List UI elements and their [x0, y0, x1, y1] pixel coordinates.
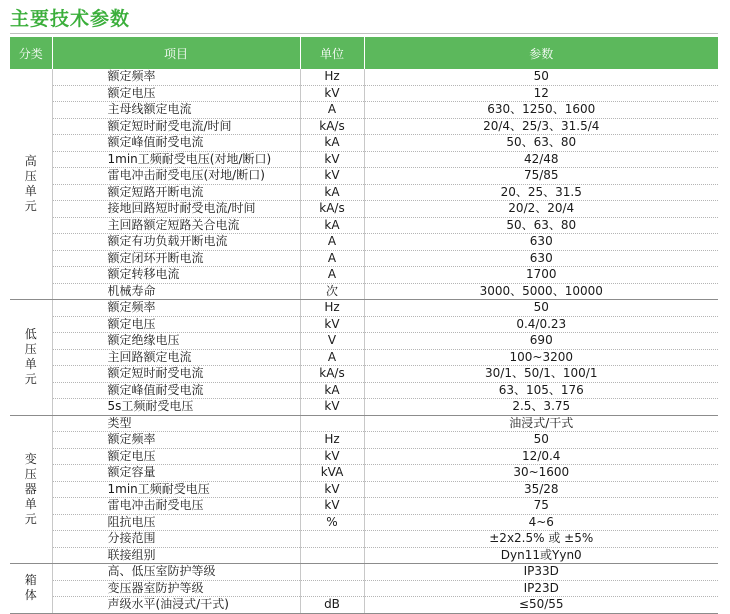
table-row — [10, 69, 718, 85]
unit-cell — [300, 415, 364, 432]
value-cell: 75/85 — [364, 168, 718, 185]
table-row — [10, 415, 718, 432]
item-cell: 额定短时耐受电流 — [52, 366, 300, 383]
unit-cell: V — [300, 333, 364, 350]
value-cell: 630、1250、1600 — [364, 102, 718, 119]
item-cell: 接地回路短时耐受电流/时间 — [52, 201, 300, 218]
item-cell: 额定有功负载开断电流 — [52, 234, 300, 251]
item-cell: 额定频率 — [52, 432, 300, 449]
value-cell: 50、63、80 — [364, 135, 718, 152]
item-cell: 联接组别 — [52, 547, 300, 564]
value-cell: ±2x2.5% 或 ±5% — [364, 531, 718, 548]
value-cell: 12/0.4 — [364, 448, 718, 465]
item-cell: 主母线额定电流 — [52, 102, 300, 119]
value-cell: 4~6 — [364, 514, 718, 531]
table-row — [10, 151, 718, 168]
value-cell: IP23D — [364, 580, 718, 597]
value-cell: 3000、5000、10000 — [364, 283, 718, 300]
item-cell: 额定电压 — [52, 85, 300, 102]
table-row — [10, 333, 718, 350]
unit-cell: A — [300, 349, 364, 366]
value-cell: 1700 — [364, 267, 718, 284]
item-cell: 额定容量 — [52, 465, 300, 482]
unit-cell: kV — [300, 481, 364, 498]
unit-cell — [300, 531, 364, 548]
item-cell: 额定闭环开断电流 — [52, 250, 300, 267]
value-cell: 100~3200 — [364, 349, 718, 366]
value-cell: 690 — [364, 333, 718, 350]
unit-cell: kA/s — [300, 201, 364, 218]
item-cell: 1min工频耐受电压(对地/断口) — [52, 151, 300, 168]
table-row — [10, 432, 718, 449]
parameters-table — [10, 37, 718, 614]
item-cell: 额定频率 — [52, 69, 300, 85]
value-cell: 50、63、80 — [364, 217, 718, 234]
item-cell: 分接范围 — [52, 531, 300, 548]
unit-cell: A — [300, 250, 364, 267]
table-row — [10, 547, 718, 564]
value-cell: 0.4/0.23 — [364, 316, 718, 333]
table-row — [10, 580, 718, 597]
header-item: 项目 — [52, 37, 300, 69]
table-row — [10, 366, 718, 383]
unit-cell: A — [300, 234, 364, 251]
value-cell: 12 — [364, 85, 718, 102]
unit-cell — [300, 564, 364, 581]
unit-cell: dB — [300, 597, 364, 614]
unit-cell: kA — [300, 382, 364, 399]
item-cell: 阻抗电压 — [52, 514, 300, 531]
page-title: 主要技术参数 — [10, 8, 131, 30]
category-cell — [10, 300, 52, 416]
unit-cell: kV — [300, 316, 364, 333]
unit-cell: kA — [300, 217, 364, 234]
unit-cell — [300, 547, 364, 564]
unit-cell: kA/s — [300, 118, 364, 135]
table-row — [10, 85, 718, 102]
item-cell: 额定绝缘电压 — [52, 333, 300, 350]
value-cell: 75 — [364, 498, 718, 515]
category-label: 高压单元 — [24, 154, 37, 213]
value-cell: IP33D — [364, 564, 718, 581]
table-row — [10, 465, 718, 482]
item-cell: 雷电冲击耐受电压(对地/断口) — [52, 168, 300, 185]
category-cell — [10, 564, 52, 614]
table-row — [10, 564, 718, 581]
table-row — [10, 201, 718, 218]
value-cell: 30/1、50/1、100/1 — [364, 366, 718, 383]
item-cell: 1min工频耐受电压 — [52, 481, 300, 498]
table-row — [10, 234, 718, 251]
table-row — [10, 102, 718, 119]
header-category: 分类 — [10, 37, 52, 69]
table-row — [10, 135, 718, 152]
value-cell: 30~1600 — [364, 465, 718, 482]
item-cell: 额定转移电流 — [52, 267, 300, 284]
table-row — [10, 481, 718, 498]
table-row — [10, 382, 718, 399]
table-row — [10, 118, 718, 135]
unit-cell — [300, 580, 364, 597]
unit-cell: % — [300, 514, 364, 531]
unit-cell: kA — [300, 135, 364, 152]
unit-cell: kV — [300, 448, 364, 465]
unit-cell: Hz — [300, 69, 364, 85]
header-value: 参数 — [364, 37, 718, 69]
table-row — [10, 514, 718, 531]
value-cell: ≤50/55 — [364, 597, 718, 614]
item-cell: 额定电压 — [52, 448, 300, 465]
value-cell: 油浸式/干式 — [364, 415, 718, 432]
unit-cell: kV — [300, 151, 364, 168]
item-cell: 主回路额定电流 — [52, 349, 300, 366]
table-row — [10, 448, 718, 465]
value-cell: 2.5、3.75 — [364, 399, 718, 416]
table-row — [10, 267, 718, 284]
unit-cell: kV — [300, 399, 364, 416]
header-unit: 单位 — [300, 37, 364, 69]
value-cell: 630 — [364, 234, 718, 251]
item-cell: 高、低压室防护等级 — [52, 564, 300, 581]
item-cell: 主回路额定短路关合电流 — [52, 217, 300, 234]
value-cell: 50 — [364, 69, 718, 85]
table-row — [10, 184, 718, 201]
unit-cell: kV — [300, 168, 364, 185]
category-label: 箱体 — [24, 573, 37, 603]
item-cell: 额定峰值耐受电流 — [52, 135, 300, 152]
table-row — [10, 217, 718, 234]
item-cell: 额定电压 — [52, 316, 300, 333]
table-row — [10, 283, 718, 300]
item-cell: 额定频率 — [52, 300, 300, 317]
item-cell: 声级水平(油浸式/干式) — [52, 597, 300, 614]
title-divider — [10, 33, 718, 34]
value-cell: 50 — [364, 432, 718, 449]
unit-cell: Hz — [300, 432, 364, 449]
table-row — [10, 250, 718, 267]
item-cell: 5s工频耐受电压 — [52, 399, 300, 416]
unit-cell: kA — [300, 184, 364, 201]
unit-cell: kV — [300, 498, 364, 515]
category-label: 低压单元 — [24, 327, 37, 387]
value-cell: 20、25、31.5 — [364, 184, 718, 201]
item-cell: 类型 — [52, 415, 300, 432]
table-row — [10, 531, 718, 548]
unit-cell: kV — [300, 85, 364, 102]
category-label: 变压器单元 — [24, 451, 37, 526]
table-body — [10, 69, 718, 613]
unit-cell: 次 — [300, 283, 364, 300]
value-cell: 50 — [364, 300, 718, 317]
category-cell — [10, 415, 52, 564]
item-cell: 额定峰值耐受电流 — [52, 382, 300, 399]
table-row — [10, 168, 718, 185]
item-cell: 机械寿命 — [52, 283, 300, 300]
unit-cell: Hz — [300, 300, 364, 317]
table-row — [10, 597, 718, 614]
value-cell: 42/48 — [364, 151, 718, 168]
item-cell: 雷电冲击耐受电压 — [52, 498, 300, 515]
table-row — [10, 399, 718, 416]
unit-cell: A — [300, 267, 364, 284]
unit-cell: kA/s — [300, 366, 364, 383]
unit-cell: A — [300, 102, 364, 119]
item-cell: 额定短路开断电流 — [52, 184, 300, 201]
category-cell — [10, 69, 52, 300]
value-cell: 630 — [364, 250, 718, 267]
unit-cell: kVA — [300, 465, 364, 482]
table-row — [10, 498, 718, 515]
table-row — [10, 349, 718, 366]
value-cell: 63、105、176 — [364, 382, 718, 399]
value-cell: Dyn11或Yyn0 — [364, 547, 718, 564]
table-header-row — [10, 37, 718, 69]
table-row — [10, 316, 718, 333]
value-cell: 20/4、25/3、31.5/4 — [364, 118, 718, 135]
table-row — [10, 300, 718, 317]
value-cell: 20/2、20/4 — [364, 201, 718, 218]
item-cell: 额定短时耐受电流/时间 — [52, 118, 300, 135]
item-cell: 变压器室防护等级 — [52, 580, 300, 597]
value-cell: 35/28 — [364, 481, 718, 498]
